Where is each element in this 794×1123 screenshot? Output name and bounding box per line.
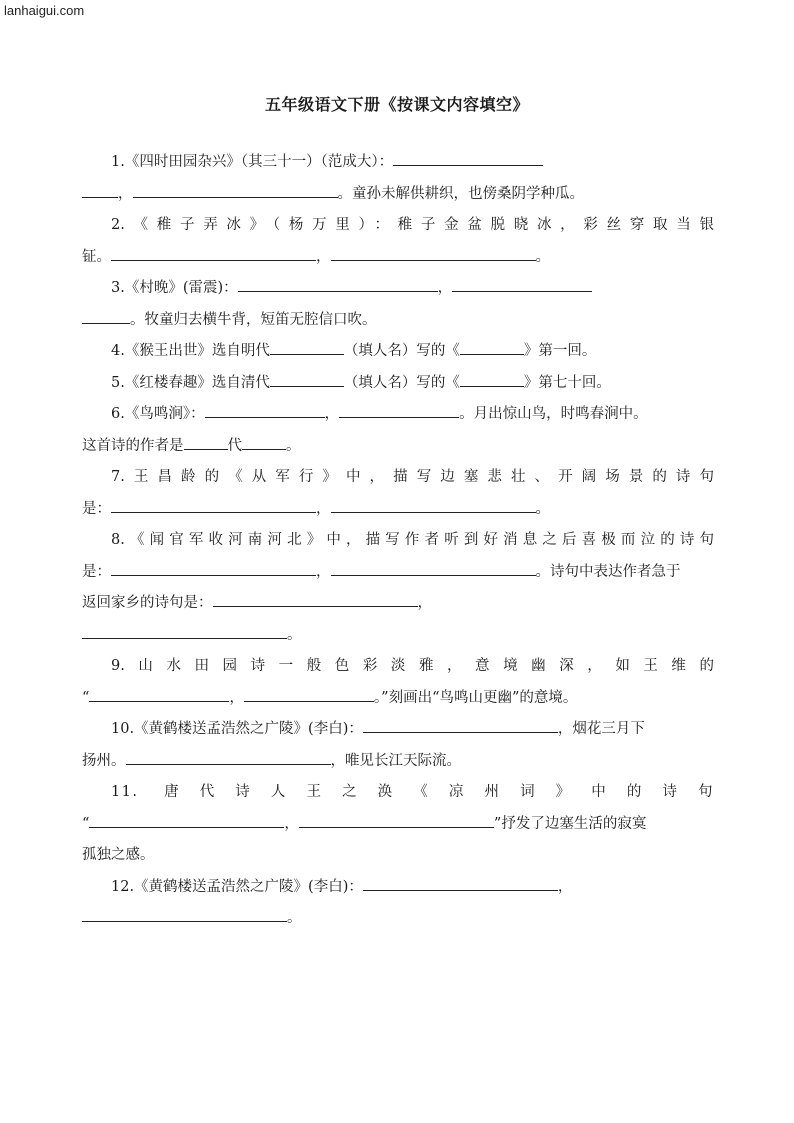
question-1-text: 1.《四时田园杂兴》（其三十一）（范成大）：	[111, 154, 394, 170]
punctuation: 。	[535, 500, 550, 517]
answer-blank[interactable]	[205, 416, 325, 418]
question-8	[82, 525, 714, 557]
punctuation: ，	[316, 248, 331, 265]
question-9-text: 9.山水田园诗一般色彩淡雅，意境幽深，如王维的	[111, 658, 714, 674]
question-10-cont	[82, 746, 714, 778]
question-5	[82, 368, 714, 400]
question-6-cont	[82, 431, 714, 463]
question-10-text: 10.《黄鹤楼送孟浩然之广陵》(李白)：	[111, 721, 363, 737]
question-list	[82, 147, 714, 935]
question-9-cont	[82, 683, 714, 715]
question-11-text: 孤独之感。	[82, 847, 155, 863]
answer-blank[interactable]	[244, 700, 374, 702]
question-7-cont	[82, 494, 714, 526]
punctuation: 。	[286, 437, 301, 454]
question-11-text: ”抒发了边塞生活的寂寞	[493, 815, 647, 832]
answer-blank[interactable]	[82, 322, 130, 324]
answer-blank[interactable]	[270, 385, 344, 387]
answer-blank[interactable]	[452, 290, 592, 292]
question-4-text: 》第一回。	[523, 343, 597, 359]
punctuation: 。	[535, 248, 550, 265]
question-10-text: ，烟花三月下	[557, 721, 645, 737]
punctuation: ，	[557, 878, 573, 895]
answer-blank[interactable]	[111, 259, 316, 261]
answer-blank[interactable]	[363, 889, 558, 891]
answer-blank[interactable]	[184, 448, 228, 450]
answer-blank[interactable]	[111, 511, 316, 513]
question-1-text: 。童孙未解供耕织，也傍桑阴学种瓜。	[337, 185, 584, 202]
site-watermark: lanhaigui.com	[4, 3, 85, 18]
question-1-cont	[82, 179, 714, 211]
answer-blank[interactable]	[126, 763, 331, 765]
question-5-text: 5.《红楼春趣》选自清代	[111, 374, 270, 391]
question-2	[82, 210, 714, 242]
question-6-text: 代	[227, 437, 242, 454]
question-6-text: 。月出惊山鸟，时鸣春涧中。	[459, 406, 648, 422]
answer-blank[interactable]	[213, 605, 418, 607]
answer-blank[interactable]	[331, 574, 536, 576]
question-3-text: 3.《村晚》(雷震)：	[111, 280, 238, 296]
question-7	[82, 462, 714, 494]
question-8-text: 。诗句中表达作者急于	[535, 563, 681, 580]
answer-blank[interactable]	[331, 259, 536, 261]
answer-blank[interactable]	[299, 826, 494, 828]
punctuation: ，	[316, 563, 331, 580]
question-1	[82, 147, 714, 179]
punctuation: ，	[284, 815, 299, 832]
answer-blank[interactable]	[460, 385, 524, 387]
answer-blank[interactable]	[460, 353, 524, 355]
question-8-text: 8.《闻官军收河南河北》中，描写作者听到好消息之后喜极而泣的诗句	[111, 532, 714, 548]
question-5-text: 》第七十回。	[523, 374, 611, 391]
question-10	[82, 714, 714, 746]
punctuation: ，	[437, 280, 453, 296]
question-6	[82, 399, 714, 431]
question-11-cont	[82, 809, 714, 841]
answer-blank[interactable]	[89, 700, 229, 702]
punctuation: ，	[417, 595, 432, 611]
question-7-text: 是：	[82, 500, 111, 517]
question-2-text: 钲。	[82, 248, 111, 265]
question-6-text: 6.《鸟鸣涧》：	[111, 406, 205, 422]
question-3-cont	[82, 305, 714, 337]
answer-blank[interactable]	[331, 511, 536, 513]
question-2-text: 2.《稚子弄冰》（杨万里）：稚子金盆脱晓冰，彩丝穿取当银	[111, 217, 714, 233]
question-7-text: 7.王昌龄的《从军行》中，描写边塞悲壮、开阔场景的诗句	[111, 469, 714, 485]
question-10-text: 扬州。	[82, 752, 126, 769]
page-title: 五年级语文下册《按课文内容填空》	[264, 95, 529, 114]
punctuation: “	[82, 689, 90, 706]
question-4-text: 4.《猴王出世》选自明代	[111, 343, 270, 359]
question-4-text: （填人名）写的《	[343, 343, 460, 359]
question-12-cont	[82, 903, 714, 935]
answer-blank[interactable]	[363, 731, 558, 733]
question-12-text: 12.《黄鹤楼送孟浩然之广陵》(李白)：	[111, 878, 363, 895]
answer-blank[interactable]	[242, 448, 286, 450]
question-11	[82, 777, 714, 809]
punctuation: ，	[118, 185, 133, 202]
punctuation: ，	[229, 689, 244, 706]
question-9-text: 。”刻画出“鸟鸣山更幽”的意境。	[373, 689, 578, 706]
answer-blank[interactable]	[111, 574, 316, 576]
answer-blank[interactable]	[133, 196, 338, 198]
question-8-cont	[82, 620, 714, 652]
punctuation: 。	[287, 910, 302, 926]
answer-blank[interactable]	[393, 164, 543, 166]
question-11-cont	[82, 840, 714, 872]
question-9	[82, 651, 714, 683]
question-6-text: 这首诗的作者是	[82, 437, 184, 454]
question-12	[82, 872, 714, 904]
question-2-cont	[82, 242, 714, 274]
question-8-text: 返回家乡的诗句是：	[82, 595, 213, 611]
answer-blank[interactable]	[89, 826, 284, 828]
punctuation: “	[82, 815, 90, 832]
answer-blank[interactable]	[270, 353, 344, 355]
question-8-cont	[82, 557, 714, 589]
answer-blank[interactable]	[82, 920, 287, 922]
question-8-text: 是：	[82, 563, 111, 580]
punctuation: ，	[316, 500, 331, 517]
question-4	[82, 336, 714, 368]
answer-blank[interactable]	[82, 637, 287, 639]
question-8-cont	[82, 588, 714, 620]
question-3	[82, 273, 714, 305]
question-11-text: 11. 唐代诗人王之涣《凉州词》中的诗句	[111, 784, 714, 800]
answer-blank[interactable]	[339, 416, 459, 418]
question-10-text: ，唯见长江天际流。	[330, 752, 461, 769]
question-5-text: （填人名）写的《	[343, 374, 460, 391]
punctuation: ，	[324, 406, 340, 422]
answer-blank[interactable]	[82, 196, 118, 198]
question-3-text: 。牧童归去横牛背，短笛无腔信口吹。	[130, 311, 377, 328]
answer-blank[interactable]	[238, 290, 438, 292]
punctuation: 。	[287, 626, 302, 643]
